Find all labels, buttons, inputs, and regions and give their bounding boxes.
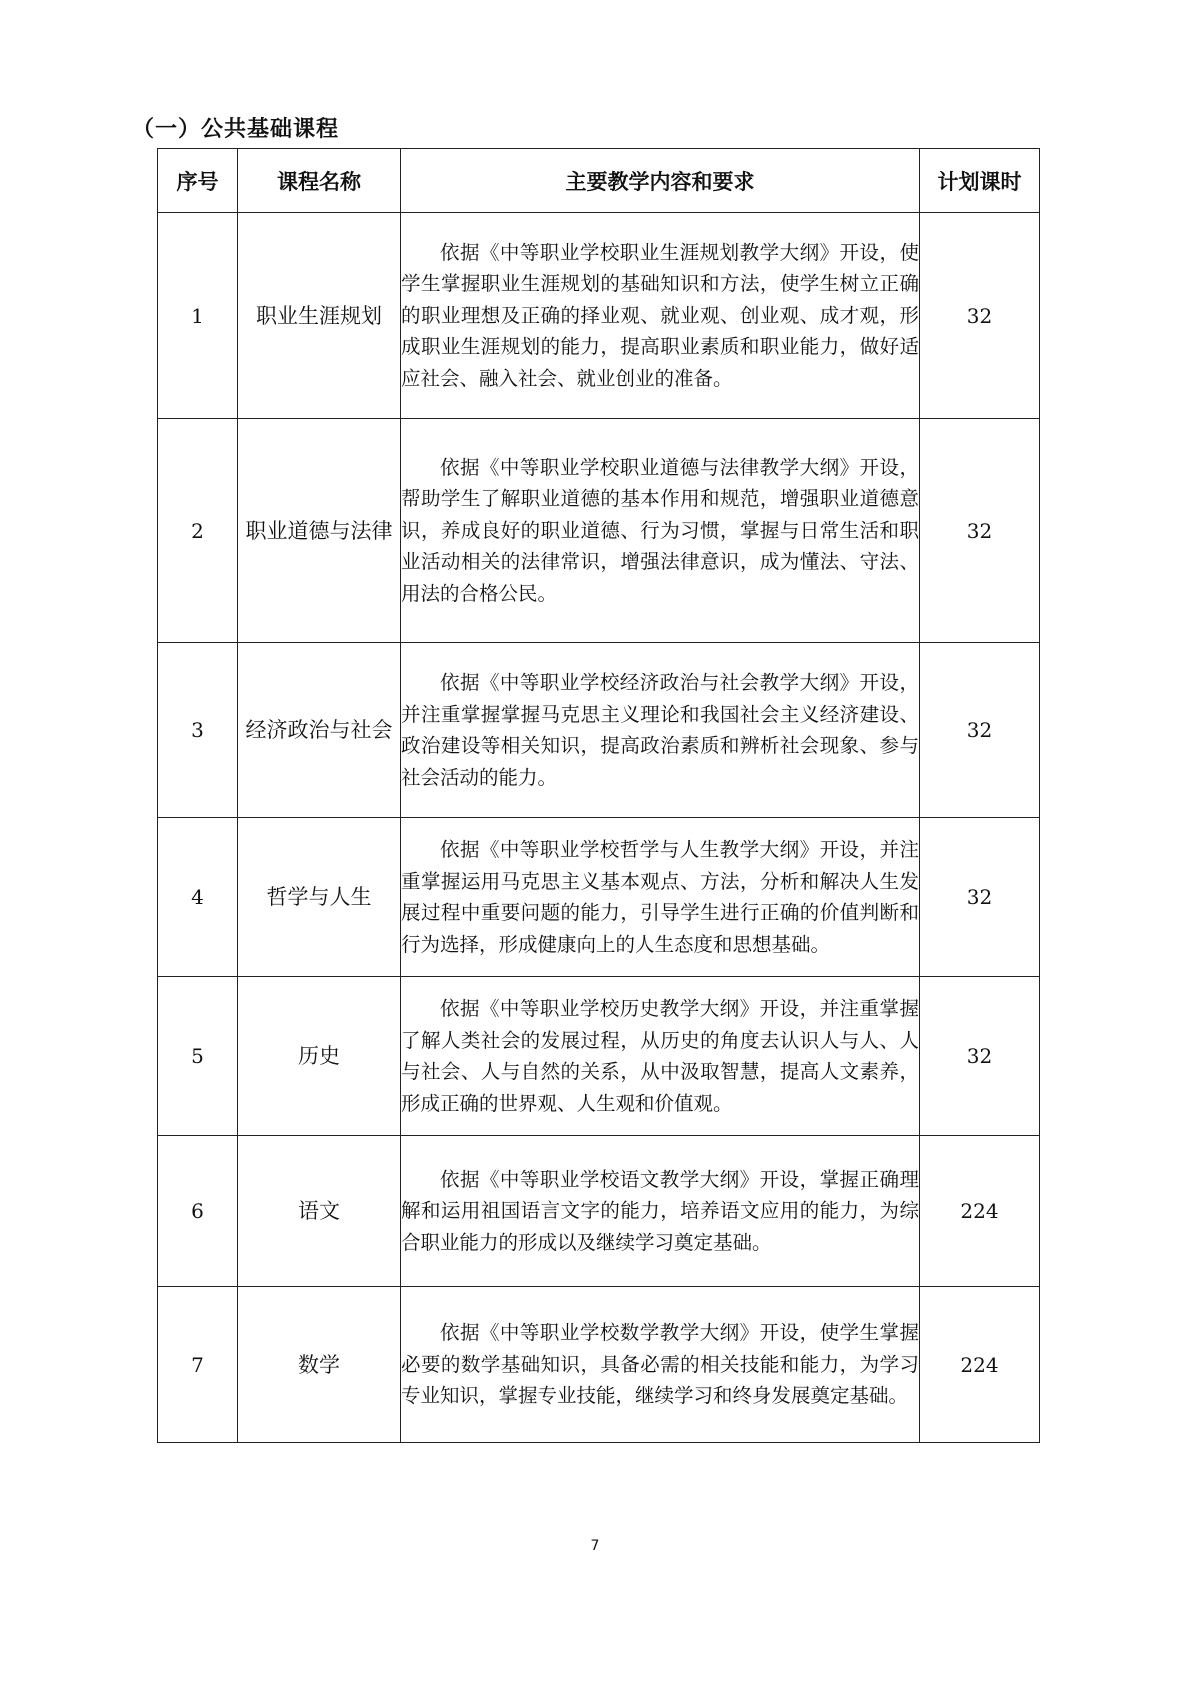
row-hours: 32	[920, 213, 1040, 419]
row-num: 6	[158, 1136, 238, 1287]
row-course-name: 职业生涯规划	[238, 213, 401, 419]
row-course-name: 哲学与人生	[238, 818, 401, 977]
row-num: 2	[158, 419, 238, 643]
row-course-name: 经济政治与社会	[238, 643, 401, 818]
table-row	[158, 213, 1040, 419]
row-content: 依据《中等职业学校经济政治与社会教学大纲》开设，并注重掌握掌握马克思主义理论和我国社会主义经济建设、政治建设等相关知识，提高政治素质和辨析社会现象、参与社会活动的能力。	[401, 643, 920, 818]
row-hours: 32	[920, 818, 1040, 977]
row-course-name: 语文	[238, 1136, 401, 1287]
row-content: 依据《中等职业学校历史教学大纲》开设，并注重掌握了解人类社会的发展过程，从历史的角度去认识人与人、人与社会、人与自然的关系，从中汲取智慧，提高人文素养，形成正确的世界观、人生观和价值观。	[401, 977, 920, 1136]
table-row	[158, 977, 1040, 1136]
row-hours: 224	[920, 1287, 1040, 1443]
header-content: 主要教学内容和要求	[401, 149, 920, 213]
row-num: 1	[158, 213, 238, 419]
row-content: 依据《中等职业学校职业生涯规划教学大纲》开设，使学生掌握职业生涯规划的基础知识和方法，使学生树立正确的职业理想及正确的择业观、就业观、创业观、成才观，形成职业生涯规划的能力，提高职业素质和职业能力，做好适应社会、融入社会、就业创业的准备。	[401, 213, 920, 419]
table-row	[158, 1287, 1040, 1443]
row-content: 依据《中等职业学校哲学与人生教学大纲》开设，并注重掌握运用马克思主义基本观点、方法，分析和解决人生发展过程中重要问题的能力，引导学生进行正确的价值判断和行为选择，形成健康向上的人生态度和思想基础。	[401, 818, 920, 977]
header-hours: 计划课时	[920, 149, 1040, 213]
row-num: 5	[158, 977, 238, 1136]
row-num: 3	[158, 643, 238, 818]
table-row	[158, 1136, 1040, 1287]
row-hours: 224	[920, 1136, 1040, 1287]
row-num: 4	[158, 818, 238, 977]
row-hours: 32	[920, 643, 1040, 818]
section-title: （一）公共基础课程	[132, 117, 340, 142]
header-num: 序号	[158, 149, 238, 213]
row-content: 依据《中等职业学校数学教学大纲》开设，使学生掌握必要的数学基础知识，具备必需的相关技能和能力，为学习专业知识，掌握专业技能，继续学习和终身发展奠定基础。	[401, 1287, 920, 1443]
table-row	[158, 419, 1040, 643]
course-table	[157, 148, 1040, 1443]
row-hours: 32	[920, 977, 1040, 1136]
page-number: 7	[590, 1538, 600, 1554]
table-row	[158, 643, 1040, 818]
row-course-name: 历史	[238, 977, 401, 1136]
table-header-row	[158, 149, 1040, 213]
row-content: 依据《中等职业学校语文教学大纲》开设，掌握正确理解和运用祖国语言文字的能力，培养语文应用的能力，为综合职业能力的形成以及继续学习奠定基础。	[401, 1136, 920, 1287]
row-course-name: 数学	[238, 1287, 401, 1443]
row-hours: 32	[920, 419, 1040, 643]
row-course-name: 职业道德与法律	[238, 419, 401, 643]
row-num: 7	[158, 1287, 238, 1443]
header-name: 课程名称	[238, 149, 401, 213]
row-content: 依据《中等职业学校职业道德与法律教学大纲》开设，帮助学生了解职业道德的基本作用和规范，增强职业道德意识，养成良好的职业道德、行为习惯，掌握与日常生活和职业活动相关的法律常识，增强法律意识，成为懂法、守法、用法的合格公民。	[401, 419, 920, 643]
table-row	[158, 818, 1040, 977]
